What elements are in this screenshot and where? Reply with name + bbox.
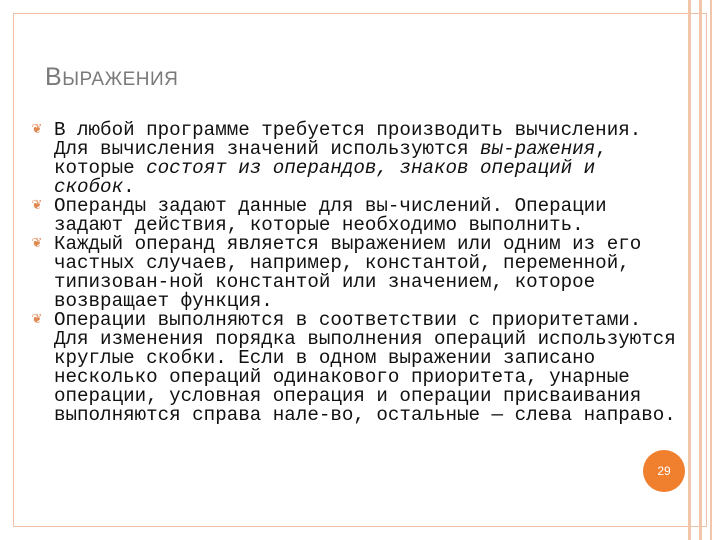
- bullet-text-italic: состоят из операндов, знаков операций и скобок: [54, 157, 596, 198]
- bullet-text-italic: вы-ражения: [480, 138, 596, 160]
- bullet-text: Операции выполняются в соответствии с приоритетами. Для изменения порядка выполнения операций используются круглые скобки. Если в одном выражении записано несколько операций одинакового приоритета, унарные операции, условная операция и операции присваивания выполняются справа нале-во, остальные — слева направо.: [54, 309, 676, 426]
- bullet-list: [31, 119, 676, 426]
- leaf-icon: ❦: [31, 236, 43, 251]
- decorative-rail: [699, 0, 702, 540]
- bullet-item: [31, 233, 676, 312]
- leaf-icon: ❦: [31, 198, 43, 213]
- slide-title-initial: В: [45, 63, 63, 91]
- bullet-item: [31, 309, 676, 426]
- bullet-text: .: [123, 176, 135, 198]
- slide-title-rest: ЫРАЖЕНИЯ: [62, 69, 179, 90]
- page-number-badge: [643, 450, 685, 492]
- bullet-item: [31, 195, 676, 236]
- page-number: 29: [657, 464, 671, 478]
- leaf-icon: ❦: [31, 312, 43, 327]
- bullet-item: [31, 119, 676, 198]
- bullet-text: В любой программе требуется производить вычисления. Для вычисления значений используются: [54, 119, 642, 160]
- decorative-rail: [710, 0, 712, 540]
- slide-title: [45, 56, 178, 93]
- leaf-icon: ❦: [31, 122, 43, 137]
- bullet-text: Операнды задают данные для вы-числений. Операции задают действия, которые необходимо выполнить.: [54, 195, 607, 236]
- bullet-text: Каждый операнд является выражением или одним из его частных случаев, например, константой, переменной, типизован-ной константой или значением, которое возвращает функция.: [54, 233, 642, 312]
- bullet-text: , которые: [54, 138, 607, 179]
- decorative-rail: [688, 0, 691, 540]
